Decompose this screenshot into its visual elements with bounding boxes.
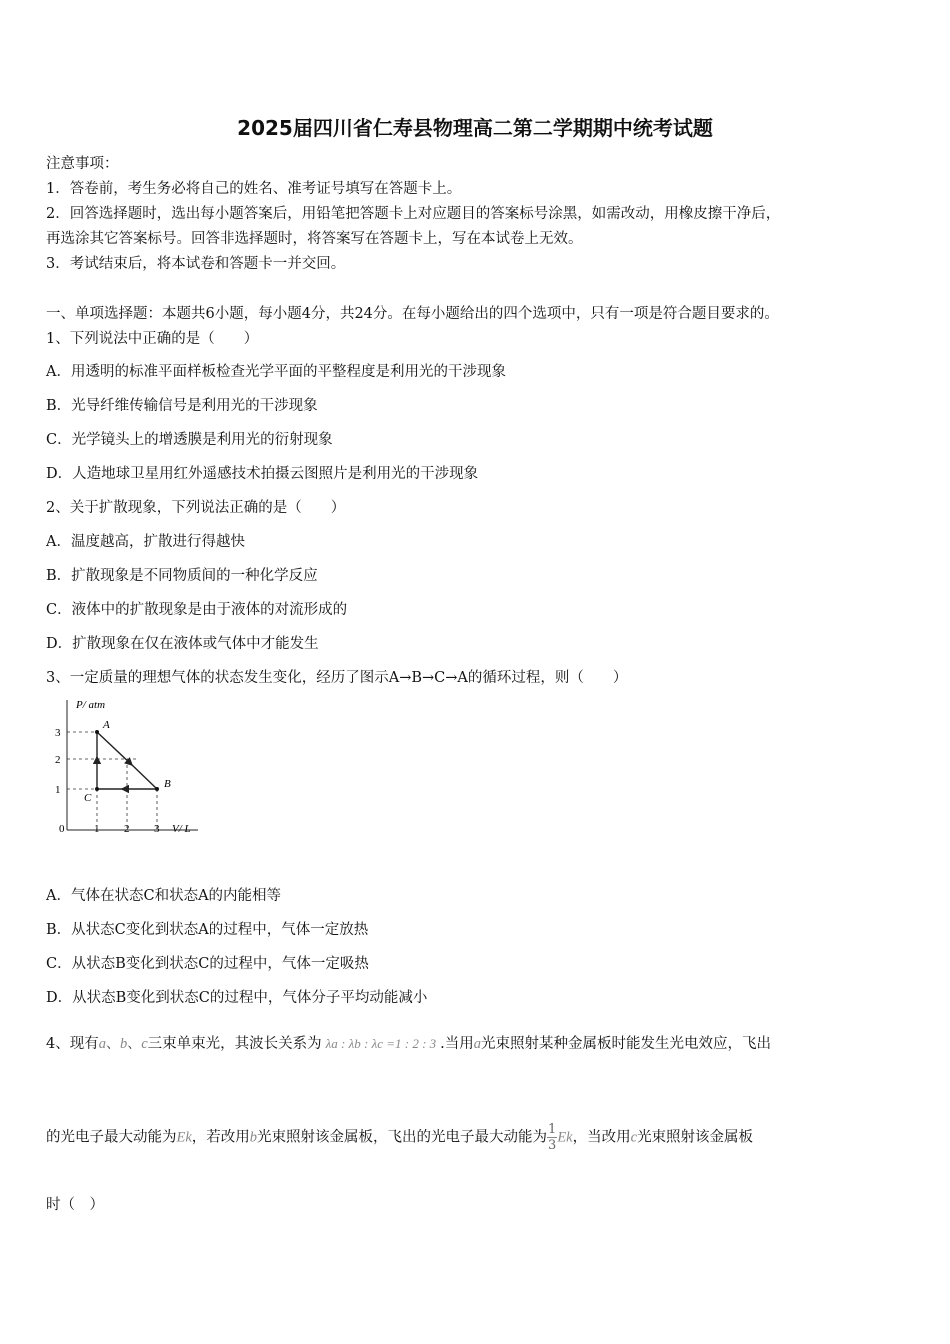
q4-text: .当用 — [440, 1036, 474, 1052]
var-b: b — [249, 1129, 258, 1146]
y-tick-1: 1 — [55, 784, 61, 796]
page-title: 2025届四川省仁寿县物理高二第二学期期中统考试题 — [237, 116, 713, 140]
question-3-option-a: A．气体在状态C和状态A的内能相等 — [46, 888, 282, 904]
question-3-option-d: D．从状态B变化到状态C的过程中，气体分子平均动能减小 — [46, 990, 428, 1006]
question-1-option-d: D．人造地球卫星用红外遥感技术拍摄云图照片是利用光的干涉现象 — [46, 466, 479, 482]
x-tick-1: 1 — [94, 823, 100, 835]
q4-text: 光束照射该金属板，飞出的光电子最大动能为 — [257, 1129, 548, 1146]
var-c: c — [630, 1129, 638, 1146]
question-2-stem: 2、关于扩散现象，下列说法正确的是（ ） — [46, 500, 346, 516]
question-2-option-b: B．扩散现象是不同物质间的一种化学反应 — [46, 568, 318, 584]
question-1-stem: 1、下列说法中正确的是（ ） — [46, 331, 259, 347]
y-axis-label: P/ atm — [76, 699, 106, 711]
question-1-option-c: C．光学镜头上的增透膜是利用光的衍射现象 — [46, 432, 333, 448]
notice-item-3: 3．考试结束后，将本试卷和答题卡一并交回。 — [46, 256, 346, 272]
question-2-option-c: C．液体中的扩散现象是由于液体的对流形成的 — [46, 602, 348, 618]
question-3-stem: 3、一定质量的理想气体的状态发生变化，经历了图示A→B→C→A的循环过程，则（ ） — [46, 670, 628, 686]
point-b — [155, 787, 159, 791]
question-3-option-c: C．从状态B变化到状态C的过程中，气体一定吸热 — [46, 956, 369, 972]
var-a: a — [473, 1036, 482, 1052]
q4-text: 4、现有 — [46, 1036, 99, 1052]
point-c-label: C — [84, 792, 92, 804]
var-a: a — [98, 1036, 106, 1052]
question-4-line-2 — [46, 1122, 753, 1153]
q4-sep: 、 — [127, 1037, 142, 1052]
x-tick-2: 2 — [124, 823, 130, 835]
fraction-numerator: 1 — [548, 1122, 557, 1137]
question-2-option-d: D．扩散现象在仅在液体或气体中才能发生 — [46, 636, 319, 652]
point-c — [95, 787, 99, 791]
q4-text: 光束照射某种金属板时能发生光电效应，飞出 — [481, 1036, 772, 1052]
x-axis-label: V/ L — [172, 823, 191, 835]
x-tick-3: 3 — [154, 823, 160, 835]
notice-item-2b: 再选涂其它答案标号。回答非选择题时，将答案写在答题卡上，写在本试卷上无效。 — [46, 231, 583, 247]
var-c: c — [141, 1036, 148, 1052]
notice-heading: 注意事项： — [46, 156, 119, 172]
fraction-one-third — [547, 1122, 557, 1153]
q4-text: 三束单束光，其波长关系为 — [147, 1036, 322, 1052]
wavelength-ratio: λa : λb : λc =1 : 2 : 3 — [325, 1036, 437, 1051]
var-ek: Ek — [176, 1129, 192, 1146]
y-tick-3: 3 — [55, 727, 61, 739]
notice-item-1: 1．答卷前，考生务必将自己的姓名、准考证号填写在答题卡上。 — [46, 181, 462, 197]
question-2-option-a: A．温度越高，扩散进行得越快 — [46, 534, 245, 550]
fraction-denominator: 3 — [548, 1138, 557, 1153]
point-a — [95, 730, 99, 734]
var-ek: Ek — [557, 1129, 573, 1146]
y-tick-2: 2 — [55, 754, 61, 766]
question-4-line-3: 时（ ） — [46, 1197, 104, 1213]
question-3-option-b: B．从状态C变化到状态A的过程中，气体一定放热 — [46, 922, 369, 938]
question-4-line-1 — [46, 1032, 771, 1053]
process-a-b — [97, 732, 132, 765]
point-b-label: B — [164, 778, 171, 790]
pv-diagram — [50, 694, 210, 842]
q4-text: ，当改用 — [572, 1129, 631, 1146]
notice-item-2a: 2．回答选择题时，选出每小题答案后，用铅笔把答题卡上对应题目的答案标号涂黑，如需改动，用橡皮擦干净后， — [46, 206, 781, 222]
question-1-option-b: B．光导纤维传输信号是利用光的干涉现象 — [46, 398, 318, 414]
point-a-label: A — [103, 719, 110, 731]
question-1-option-a: A．用透明的标准平面样板检查光学平面的平整程度是利用光的干涉现象 — [46, 364, 506, 380]
q4-text: 的光电子最大动能为 — [46, 1129, 177, 1146]
var-b: b — [119, 1036, 128, 1052]
q4-sep: 、 — [105, 1037, 120, 1052]
origin-label: 0 — [59, 823, 65, 835]
section-heading: 一、单项选择题：本题共6小题，每小题4分，共24分。在每小题给出的四个选项中，只有一项是符合题目要求的。 — [46, 306, 779, 322]
q4-text: ，若改用 — [191, 1129, 250, 1146]
q4-text: 光束照射该金属板 — [637, 1129, 754, 1146]
